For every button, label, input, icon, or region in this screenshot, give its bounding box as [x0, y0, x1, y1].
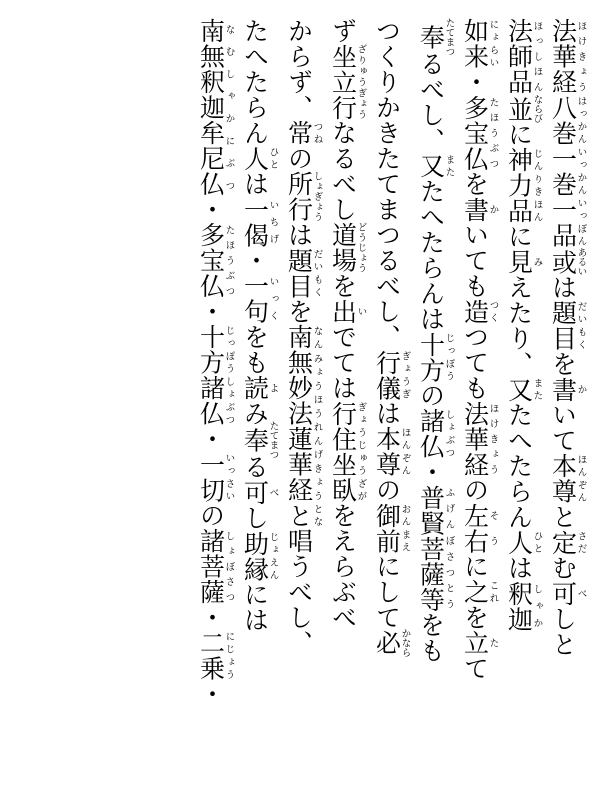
ruby-reading: べ [267, 479, 279, 505]
ruby-reading: ほんぞん [575, 453, 587, 504]
ruby-base: 題目 [548, 300, 578, 351]
ruby-base: 多宝仏 [460, 94, 490, 171]
ruby-base: 又 [504, 376, 534, 402]
text-segment: をも [416, 612, 446, 663]
ruby-reading: いちげ [267, 196, 279, 248]
ruby-reading: にょらい [487, 18, 499, 69]
text-column-inner [372, 18, 411, 782]
ruby-segment [196, 222, 235, 299]
ruby-reading: い [355, 298, 367, 324]
ruby-base: 法華経 [460, 400, 490, 477]
ruby-reading: いっかん [575, 145, 587, 197]
text-segment: ・ [416, 459, 446, 485]
ruby-reading: ぎょうじゅうざが [355, 400, 367, 503]
ruby-reading: たてまつ [443, 18, 455, 56]
ruby-base: 左右 [460, 502, 490, 554]
ruby-reading: これ [487, 579, 499, 605]
ruby-segment [460, 400, 499, 478]
ruby-segment [548, 18, 587, 95]
ruby-segment [548, 580, 587, 607]
ruby-base: 一巻 [548, 145, 578, 197]
ruby-reading: さだ [575, 529, 587, 555]
text-segment: からず、 [284, 18, 314, 120]
ruby-reading: なんみょうほうれんげきょう [311, 324, 323, 503]
ruby-base: 道場 [328, 222, 358, 273]
text-segment: る [240, 454, 270, 480]
ruby-segment [416, 153, 455, 179]
ruby-segment [548, 300, 587, 351]
text-segment: を [460, 604, 490, 630]
text-segment: ・ [196, 604, 226, 630]
ruby-base: 書 [460, 196, 490, 222]
ruby-segment [328, 43, 367, 121]
ruby-base: 普賢菩薩等 [416, 484, 446, 612]
ruby-reading: しゃか [531, 580, 543, 632]
ruby-segment [372, 426, 411, 477]
ruby-base: 見 [504, 249, 534, 275]
ruby-base: 南無妙法蓮華経 [284, 324, 314, 503]
ruby-segment [504, 529, 543, 556]
text-segment: て [460, 655, 490, 681]
ruby-segment [240, 196, 279, 248]
ruby-reading: み [531, 249, 543, 275]
ruby-reading: よ [267, 375, 279, 401]
ruby-segment [240, 421, 279, 459]
text-column-inner [328, 18, 367, 782]
text-column-inner [240, 18, 279, 782]
ruby-segment [460, 630, 499, 656]
ruby-segment [504, 249, 543, 275]
ruby-base: 人 [240, 145, 270, 171]
text-segment: でては [328, 324, 358, 401]
text-segment: は [240, 171, 270, 197]
ruby-base: 一切 [196, 451, 226, 503]
ruby-segment [504, 580, 543, 632]
text-segment: の [372, 477, 402, 503]
text-segment: を [548, 351, 578, 377]
ruby-segment [196, 451, 235, 503]
text-segment: は [548, 274, 578, 300]
ruby-segment [460, 94, 499, 172]
ruby-base: 可 [548, 580, 578, 606]
ruby-reading: じっぽう [443, 331, 455, 383]
text-column [542, 18, 586, 782]
ruby-base: 出 [328, 298, 358, 324]
ruby-segment [240, 375, 279, 401]
ruby-base: 定 [548, 529, 578, 555]
ruby-reading: ひと [531, 529, 543, 555]
ruby-segment [416, 408, 455, 459]
text-segment: に [504, 223, 534, 249]
ruby-base: 行儀 [372, 349, 402, 401]
text-segment: に [460, 553, 490, 579]
ruby-segment [504, 18, 543, 95]
ruby-segment [196, 630, 235, 681]
text-segment: し [240, 505, 270, 531]
ruby-segment [328, 222, 367, 273]
text-segment: つくりかきたてまつるべし、 [372, 18, 402, 350]
ruby-base: 十方 [416, 331, 446, 383]
text-segment: を [460, 171, 490, 197]
text-column-inner [548, 18, 587, 782]
ruby-base: 諸仏 [416, 408, 446, 459]
ruby-reading: ならび [531, 94, 543, 123]
text-segment: と [548, 504, 578, 530]
text-segment: の [460, 477, 490, 503]
ruby-base: 一偈 [240, 196, 270, 248]
ruby-segment [196, 528, 235, 605]
ruby-base: 八巻 [548, 94, 578, 146]
ruby-reading: だいもく [575, 300, 587, 351]
ruby-reading: いっぽん [575, 196, 587, 248]
ruby-segment [416, 331, 455, 383]
text-segment: に [504, 121, 534, 147]
ruby-base: 本尊 [548, 453, 578, 504]
ruby-reading: どうじょう [355, 222, 367, 273]
ruby-reading: か [575, 376, 587, 402]
ruby-segment [460, 298, 499, 325]
ruby-reading: じっぽうしょぶつ [223, 324, 235, 426]
ruby-base: 奉 [240, 421, 270, 459]
ruby-segment [196, 324, 235, 426]
text-column [454, 18, 498, 782]
ruby-base: 常 [284, 120, 314, 146]
ruby-base: 助縁 [240, 530, 270, 582]
ruby-base: 必 [372, 628, 402, 657]
ruby-segment [240, 273, 279, 324]
ruby-base: 並 [504, 94, 534, 123]
ruby-segment [328, 298, 367, 325]
ruby-base: 神力品 [504, 147, 534, 224]
ruby-reading: かなら [399, 628, 411, 657]
text-column [322, 18, 366, 782]
ruby-base: 法華経 [548, 18, 578, 95]
text-segment: ・ [460, 69, 490, 95]
ruby-segment [548, 453, 587, 504]
text-column [366, 18, 410, 782]
text-column [278, 18, 322, 782]
text-segment: をえらぶべ [328, 502, 358, 630]
ruby-segment [240, 530, 279, 582]
ruby-segment [240, 479, 279, 506]
ruby-base: 坐立行 [328, 43, 358, 120]
text-column-inner [416, 18, 455, 782]
ruby-reading: じょえん [267, 530, 279, 582]
text-segment: 唱うべし、 [284, 528, 314, 656]
ruby-segment [504, 376, 543, 403]
ruby-base: 如来 [460, 18, 490, 69]
ruby-segment [284, 247, 323, 299]
text-segment: たへたらんは [416, 178, 446, 332]
text-segment: たへたらん [240, 18, 270, 146]
ruby-reading: しょぎょう [311, 171, 323, 222]
text-segment: ・ [196, 196, 226, 222]
ruby-base: 立 [460, 630, 490, 656]
ruby-base: 本尊 [372, 426, 402, 477]
ruby-base: 一句 [240, 273, 270, 324]
ruby-reading: か [487, 196, 499, 222]
ruby-segment [460, 579, 499, 605]
text-column [498, 18, 542, 782]
ruby-reading: また [443, 153, 455, 179]
ruby-segment [284, 120, 323, 146]
ruby-base: 諸菩薩 [196, 528, 226, 605]
ruby-reading: なむしゃかにぶつ [223, 18, 235, 197]
ruby-base: 題目 [284, 247, 314, 299]
ruby-reading: たほうぶつ [223, 222, 235, 299]
text-segment: は [284, 222, 314, 248]
ruby-reading: あるい [575, 247, 587, 276]
text-segment: の [284, 145, 314, 171]
ruby-base: 又 [416, 153, 446, 179]
text-segment: の [196, 502, 226, 528]
ruby-reading: しょぼさつ [223, 528, 235, 605]
vertical-text-columns [14, 18, 586, 782]
text-segment: えたり、 [504, 274, 534, 377]
ruby-reading: たてまつ [267, 421, 279, 459]
ruby-reading: べ [575, 580, 587, 606]
text-segment: をも [240, 324, 270, 375]
ruby-reading: つく [487, 298, 499, 324]
ruby-base: 読 [240, 375, 270, 401]
ruby-segment [284, 171, 323, 222]
ruby-segment [372, 628, 411, 657]
ruby-base: 或 [548, 247, 578, 276]
text-segment: は [504, 555, 534, 581]
ruby-base: 奉 [416, 18, 446, 56]
text-column-inner [196, 18, 235, 782]
text-column-inner [460, 18, 499, 782]
ruby-base: 行住坐臥 [328, 400, 358, 503]
text-column [190, 18, 234, 782]
ruby-reading: だいもく [311, 247, 323, 299]
ruby-reading: ざりゅうぎょう [355, 43, 367, 120]
ruby-base: 二乗 [196, 630, 226, 681]
text-segment: み [240, 400, 270, 426]
ruby-reading: つね [311, 120, 323, 146]
text-segment: ・ [196, 298, 226, 324]
ruby-segment [548, 196, 587, 248]
ruby-segment [460, 502, 499, 554]
ruby-base: 釈迦 [504, 580, 534, 632]
ruby-segment [240, 145, 279, 172]
ruby-segment [284, 502, 323, 529]
text-segment: ず [328, 18, 358, 44]
text-column-inner [284, 18, 323, 782]
ruby-reading: た [487, 630, 499, 656]
ruby-segment [372, 349, 411, 401]
ruby-reading: おんまえ [399, 502, 411, 554]
text-column [410, 18, 454, 782]
text-segment: ・ [240, 247, 270, 273]
ruby-segment [460, 18, 499, 69]
ruby-segment [504, 147, 543, 224]
ruby-reading: にじょう [223, 630, 235, 681]
ruby-base: 御前 [372, 502, 402, 554]
text-segment: しと [548, 606, 578, 657]
ruby-reading: はっかん [575, 94, 587, 146]
ruby-reading: ほけきょう [487, 400, 499, 477]
ruby-reading: しょぶつ [443, 408, 455, 459]
ruby-reading: ほけきょう [575, 18, 587, 95]
text-segment: を [284, 298, 314, 324]
ruby-segment [548, 529, 587, 556]
ruby-reading: そう [487, 502, 499, 554]
ruby-base: 之 [460, 579, 490, 605]
ruby-segment [328, 400, 367, 503]
ruby-segment [416, 18, 455, 56]
text-segment: の [416, 382, 446, 408]
ruby-reading: ほっしほん [531, 18, 543, 95]
ruby-base: 書 [548, 376, 578, 402]
ruby-base: と [284, 502, 314, 528]
ruby-segment [416, 484, 455, 613]
ruby-base: 造 [460, 298, 490, 324]
ruby-base: 人 [504, 529, 534, 555]
ruby-segment [548, 376, 587, 403]
ruby-segment [372, 502, 411, 554]
text-segment: を [328, 273, 358, 299]
ruby-base: 法師品 [504, 18, 534, 95]
ruby-reading: いっさい [223, 451, 235, 503]
text-segment: るべし、 [416, 51, 446, 153]
ruby-reading: たほうぶつ [487, 94, 499, 171]
ruby-base: 一品 [548, 196, 578, 248]
ruby-base: 所行 [284, 171, 314, 222]
ruby-reading: じんりきほん [531, 147, 543, 224]
text-segment: たへたらん [504, 402, 534, 530]
text-segment: なるべし [328, 120, 358, 222]
ruby-reading: ぎょうぎ [399, 349, 411, 401]
ruby-base: 可 [240, 479, 270, 505]
text-segment: いても [460, 222, 490, 299]
ruby-segment [548, 94, 587, 146]
ruby-segment [460, 196, 499, 223]
text-segment: つても [460, 324, 490, 401]
ruby-segment [196, 18, 235, 197]
text-segment: いて [548, 402, 578, 453]
ruby-reading: また [531, 376, 543, 402]
text-segment: ・ [196, 681, 226, 707]
text-column-inner [504, 18, 543, 782]
ruby-reading: ふげんぼさつとう [443, 484, 455, 612]
text-segment: にして [372, 553, 402, 630]
ruby-reading: ほんぞん [399, 426, 411, 477]
ruby-reading: いっく [267, 273, 279, 324]
ruby-base: 多宝仏 [196, 222, 226, 299]
ruby-reading: ひと [267, 145, 279, 171]
ruby-base: 十方諸仏 [196, 324, 226, 426]
ruby-segment [548, 145, 587, 197]
ruby-reading: とな [311, 502, 323, 528]
ruby-base: 南無釈迦牟尼仏 [196, 18, 226, 197]
text-segment: は [372, 400, 402, 426]
text-segment: ・ [196, 426, 226, 452]
text-segment: には [240, 581, 270, 633]
text-column [234, 18, 278, 782]
ruby-segment [284, 324, 323, 503]
ruby-segment [504, 94, 543, 123]
ruby-segment [548, 247, 587, 276]
text-segment: む [548, 555, 578, 581]
